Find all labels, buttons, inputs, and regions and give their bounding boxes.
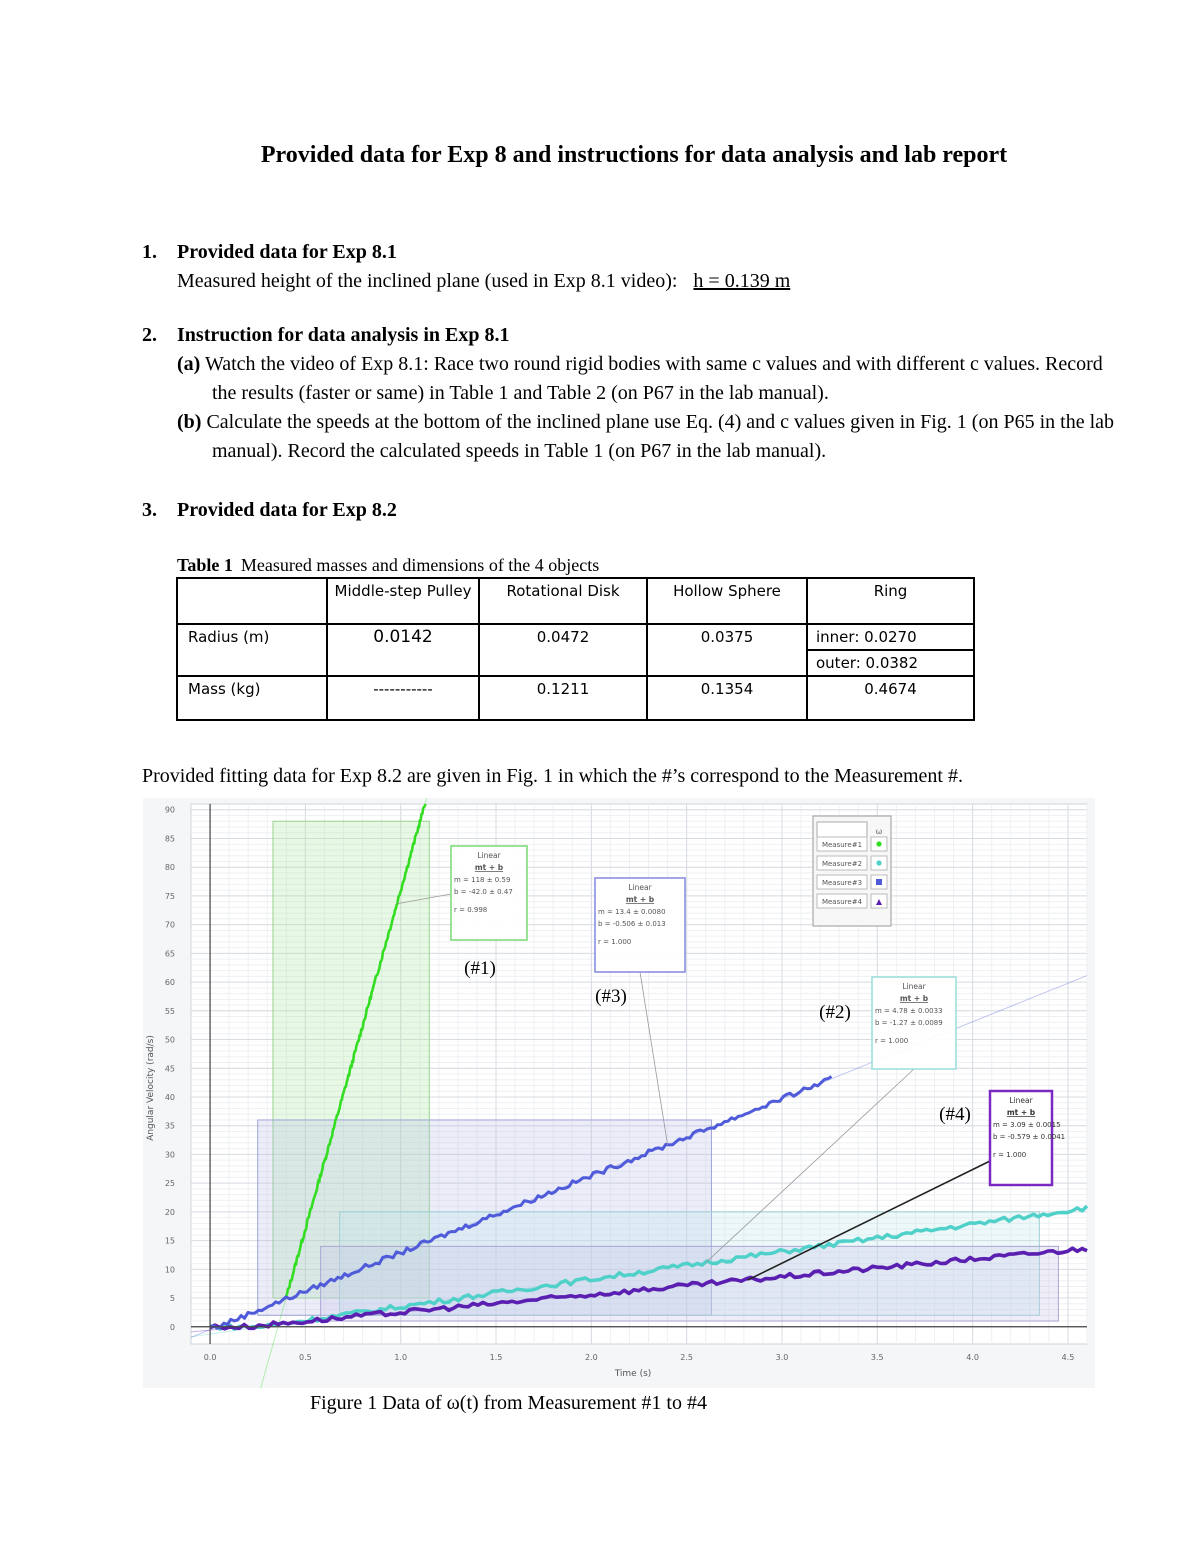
table-row-radius [177,624,974,650]
legend-marker-square-icon [876,879,882,885]
x-tick-label: 0.5 [299,1353,312,1362]
fit-box-b: b = -0.579 ± 0.0041 [993,1133,1066,1141]
item-a-label: (a) [177,353,201,375]
y-tick-label: 20 [164,1207,175,1217]
y-tick-label: 25 [164,1179,175,1189]
series-label-2: (#2) [819,1002,851,1023]
y-tick-label: 40 [164,1092,175,1102]
section-1-heading: Provided data for Exp 8.1 [177,241,397,263]
mass-sphere: 0.1354 [647,676,807,720]
series-label-1: (#1) [464,958,496,979]
y-tick-label: 10 [164,1265,175,1275]
section-3-heading: Provided data for Exp 8.2 [177,499,397,521]
item-b-label: (b) [177,411,202,433]
fit-box-b: b = -0.506 ± 0.013 [598,920,666,928]
section-3-number: 3. [142,499,157,521]
angular-velocity-chart [143,798,1095,1388]
figure-caption-text: Data of ω(t) from Measurement #1 to #4 [382,1392,707,1414]
fit-box-formula: mt + b [474,863,504,872]
y-tick-label: 90 [164,805,175,815]
mass-pulley: ----------- [327,676,479,720]
legend-entry-label: Measure#1 [821,841,863,849]
x-axis-label: Time (s) [614,1369,652,1379]
fit-box-title: Linear [628,883,652,892]
series-label-3: (#3) [595,986,627,1007]
table-header-empty [177,578,327,624]
radius-disk: 0.0472 [479,624,647,676]
item-a-text: Watch the video of Exp 8.1: Race two round rigid bodies with same c values and with different c values. Record the results (faster or same) in Table 1 and Table 2 (on P67 in the lab manual). [204,353,1103,404]
figure-intro: Provided fitting data for Exp 8.2 are given in Fig. 1 in which the #’s correspond to the Measurement #. [142,765,963,787]
fit-box-formula: mt + b [1006,1108,1036,1117]
measurements-table [176,577,975,721]
fit-box-m: m = 118 ± 0.59 [454,876,511,884]
fit-box-r: r = 1.000 [598,938,632,946]
legend-entry-label: Measure#2 [821,860,863,868]
y-tick-label: 30 [164,1150,175,1160]
fit-box-m: m = 4.78 ± 0.0033 [875,1007,943,1015]
y-tick-label: 50 [164,1035,175,1045]
fit-box-formula: mt + b [899,994,929,1003]
fit-box-title: Linear [1009,1096,1033,1105]
legend-header: ω [875,827,883,836]
x-tick-label: 1.5 [489,1353,503,1362]
y-tick-label: 80 [164,863,175,873]
page-title: Provided data for Exp 8 and instructions for data analysis and lab report [260,142,1008,168]
radius-ring-outer: outer: 0.0382 [807,650,974,676]
figure-caption [310,1392,707,1415]
fit-box-title: Linear [902,982,926,991]
fit-box-b: b = -1.27 ± 0.0089 [875,1019,943,1027]
table-caption-label: Table 1 [177,555,233,575]
mass-label: Mass (kg) [177,676,327,720]
legend-entry-label: Measure#4 [821,898,863,906]
radius-pulley: 0.0142 [327,624,479,676]
fit-box-m: m = 13.4 ± 0.0080 [598,908,666,916]
table-caption-text: Measured masses and dimensions of the 4 objects [240,555,600,575]
fit-box-r: r = 0.998 [454,906,488,914]
y-tick-label: 70 [164,920,175,930]
y-tick-label: 35 [164,1121,175,1131]
fit-box-title: Linear [477,851,501,860]
section-1-number: 1. [142,241,157,263]
y-tick-label: 60 [164,978,175,988]
radius-label: Radius (m) [177,624,327,676]
radius-sphere: 0.0375 [647,624,807,676]
x-tick-label: 4.5 [1061,1353,1075,1362]
series-label-4: (#4) [939,1104,971,1125]
fit-box-formula: mt + b [625,895,655,904]
height-value: h = 0.139 m [693,270,791,292]
section-2-number: 2. [142,324,157,346]
y-tick-label: 85 [164,834,175,844]
x-tick-label: 2.5 [680,1353,694,1362]
fit-box-r: r = 1.000 [993,1151,1027,1159]
mass-ring: 0.4674 [807,676,974,720]
x-tick-label: 4.0 [966,1353,979,1362]
legend-entry-label: Measure#3 [821,879,863,887]
table-header-disk: Rotational Disk [479,578,647,624]
y-tick-label: 5 [169,1294,175,1304]
x-tick-label: 3.5 [870,1353,884,1362]
legend-marker-circle-icon [876,841,881,846]
section-1 [142,238,792,296]
x-tick-label: 0.0 [203,1353,217,1362]
y-tick-label: 75 [164,891,175,901]
y-tick-label: 55 [164,1006,175,1016]
legend [813,816,891,926]
section-2 [142,321,1132,466]
x-tick-label: 1.0 [394,1353,408,1362]
legend-swatch-box [817,822,867,838]
fit-box-r: r = 1.000 [875,1037,909,1045]
height-line: Measured height of the inclined plane (used in Exp 8.1 video): [177,270,678,292]
item-b-text: Calculate the speeds at the bottom of the inclined plane use Eq. (4) and c values given in Fig. 1 (on P65 in the lab manual). Record the calculated speeds in Table 1 (on P67 in the lab manual). [206,411,1115,462]
y-tick-label: 65 [164,949,175,959]
table-row-mass [177,676,974,720]
y-tick-label: 45 [164,1064,175,1074]
table-caption [177,555,599,576]
fit-box-m: m = 3.09 ± 0.0015 [993,1121,1061,1129]
y-axis-label: Angular Velocity (rad/s) [146,1035,156,1141]
fit-box-b: b = -42.0 ± 0.47 [454,888,513,896]
section-3 [142,496,397,525]
section-2-heading: Instruction for data analysis in Exp 8.1 [177,324,510,346]
radius-ring-inner: inner: 0.0270 [807,624,974,650]
table-header-pulley: Middle-step Pulley [327,578,479,624]
x-tick-label: 3.0 [775,1353,789,1362]
mass-disk: 0.1211 [479,676,647,720]
figure-caption-label: Figure 1 [310,1392,378,1414]
y-tick-label: 0 [169,1322,175,1332]
table-header-ring: Ring [807,578,974,624]
y-tick-label: 15 [164,1236,175,1246]
table-header-row [177,578,974,624]
x-tick-label: 2.0 [584,1353,598,1362]
table-header-sphere: Hollow Sphere [647,578,807,624]
legend-marker-circle-icon [876,860,881,865]
